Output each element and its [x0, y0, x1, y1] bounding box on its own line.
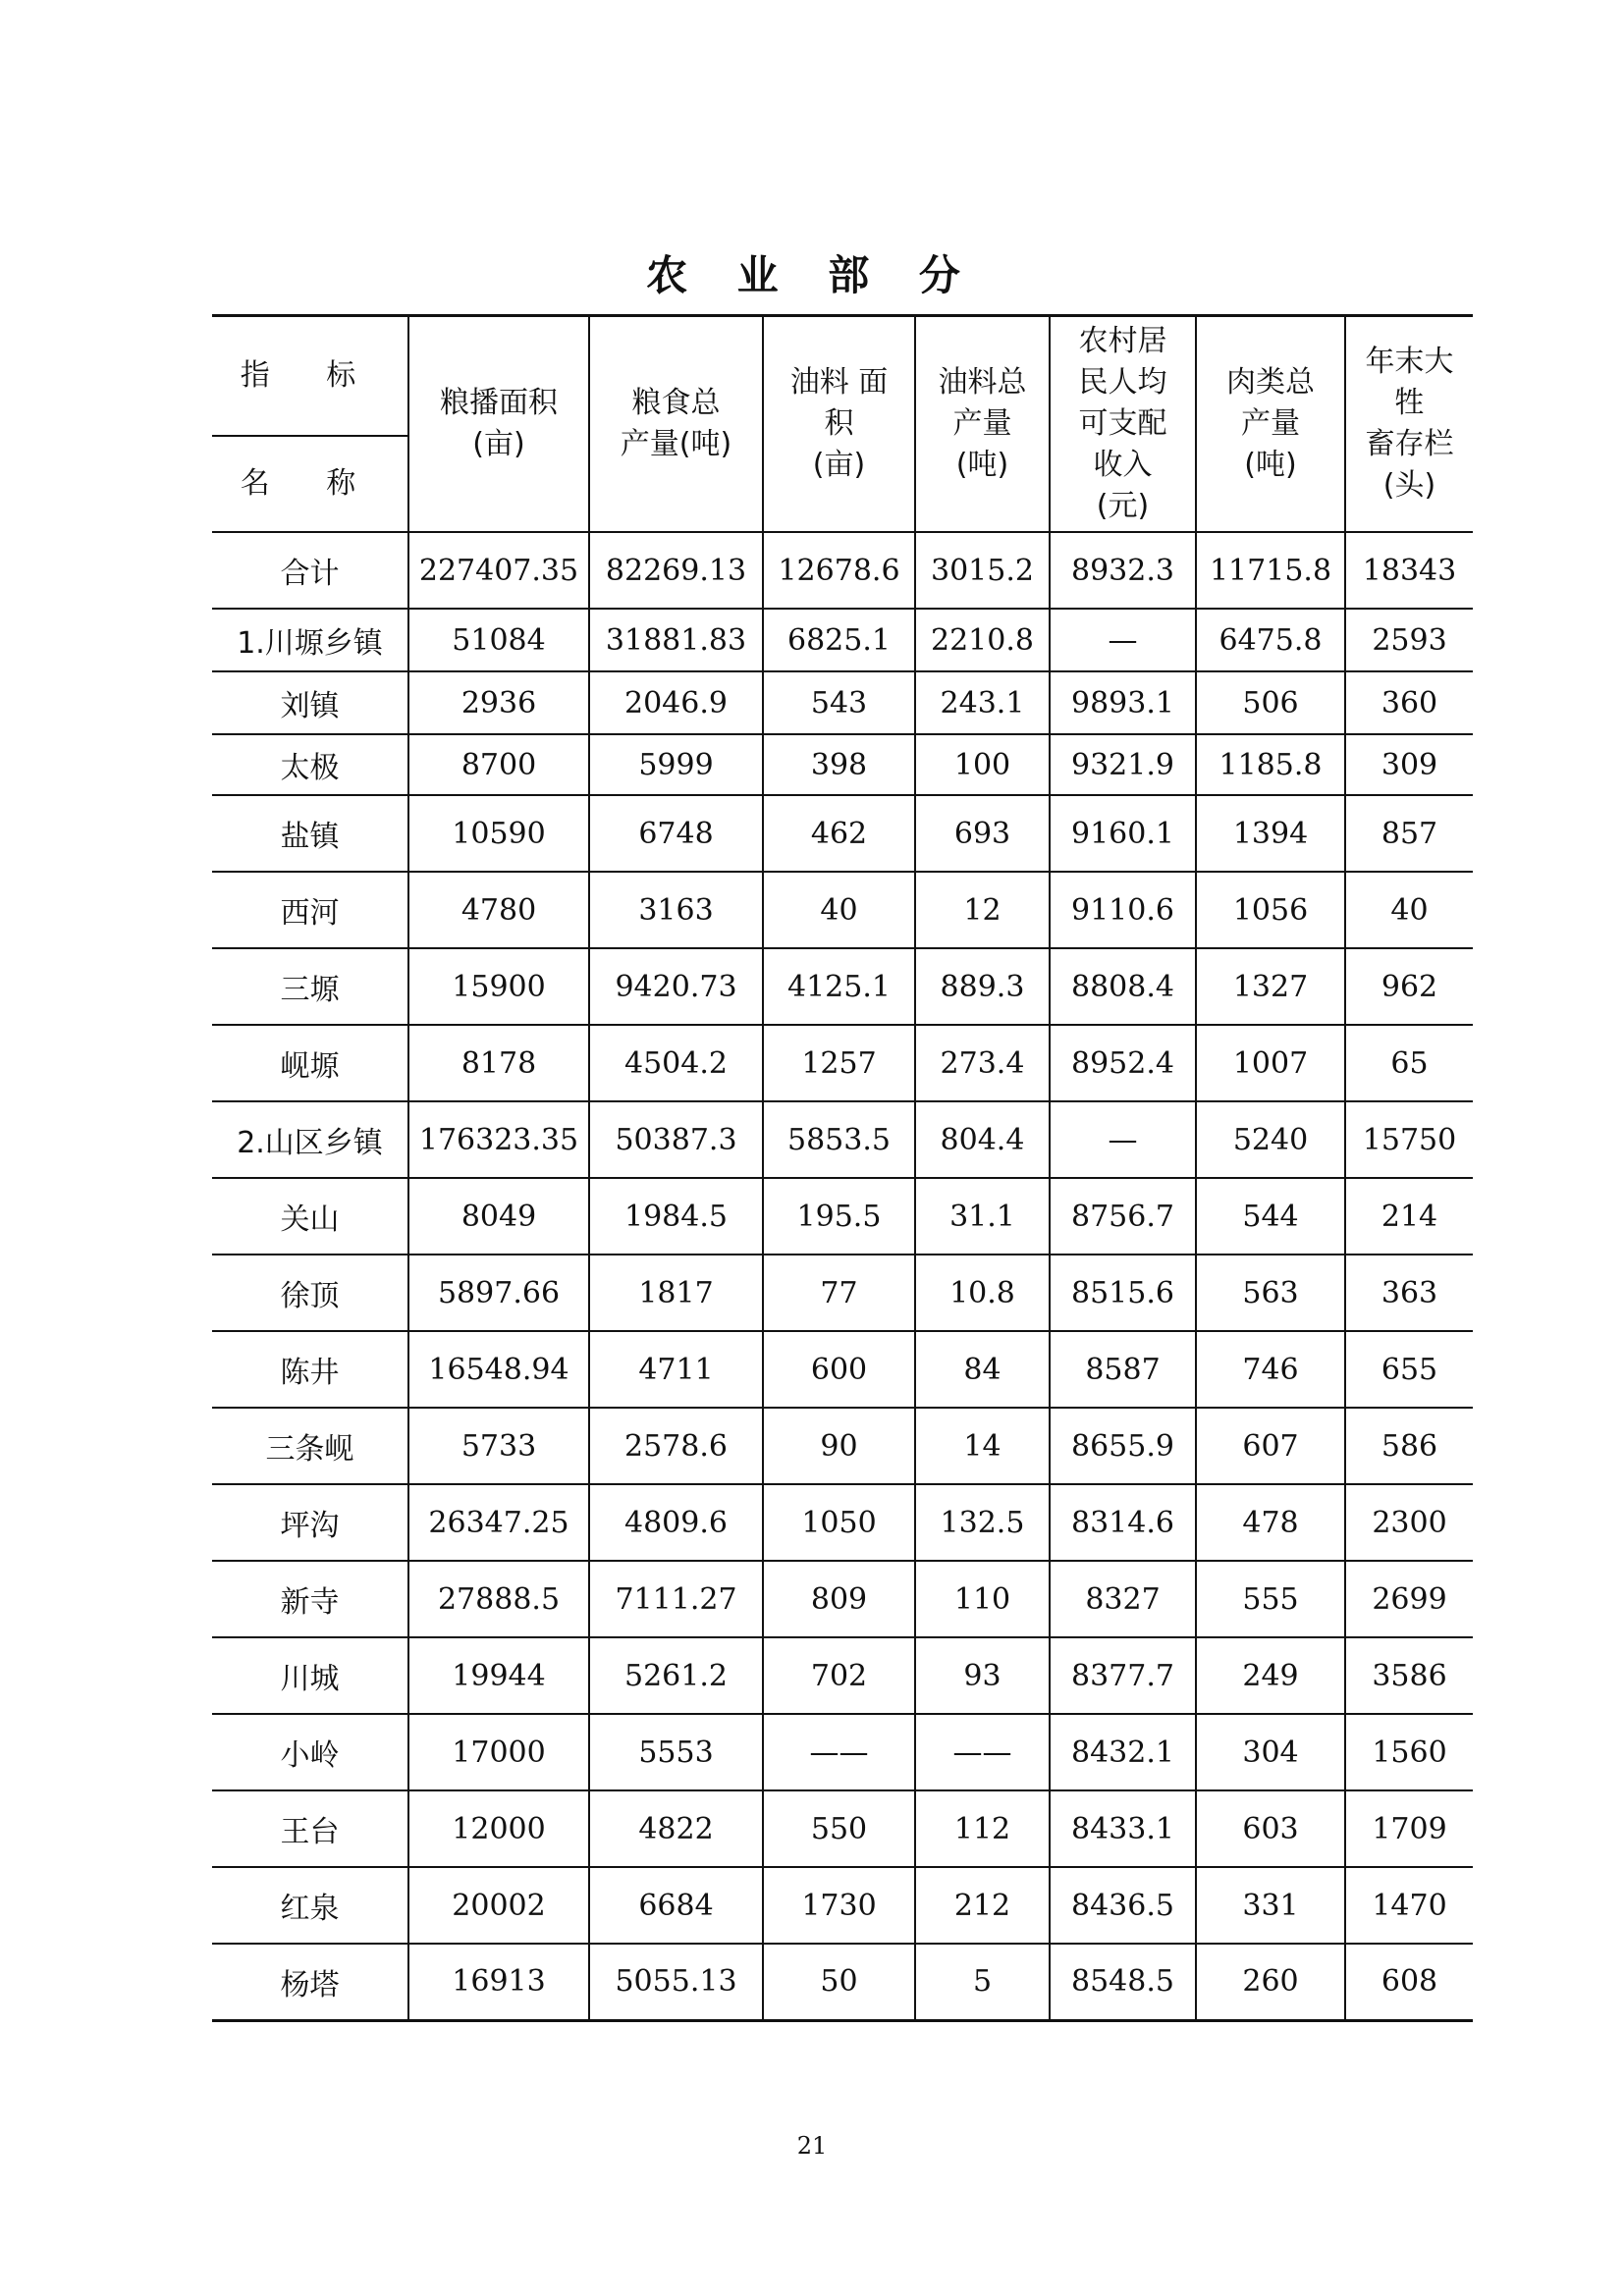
value-cell: 1185.8: [1196, 734, 1345, 795]
page-title: 农 业 部 分: [646, 251, 978, 299]
value-cell: 1257: [763, 1025, 915, 1101]
row-name-cell: 西河: [212, 872, 408, 948]
value-cell: 10.8: [915, 1255, 1050, 1331]
value-cell: 9893.1: [1050, 671, 1196, 734]
value-cell: 6748: [589, 795, 763, 872]
value-cell: 9160.1: [1050, 795, 1196, 872]
corner-header-cell: [212, 316, 408, 533]
value-cell: —: [1050, 609, 1196, 671]
value-cell: ——: [915, 1714, 1050, 1790]
agriculture-table: [212, 314, 1473, 2022]
value-cell: 2578.6: [589, 1408, 763, 1484]
table-row: [212, 1637, 1473, 1714]
value-cell: 309: [1345, 734, 1473, 795]
value-cell: 6825.1: [763, 609, 915, 671]
value-cell: 8700: [408, 734, 589, 795]
value-cell: —: [1050, 1101, 1196, 1178]
row-name-cell: 徐顶: [212, 1255, 408, 1331]
value-cell: 15900: [408, 948, 589, 1025]
row-name-cell: 2.山区乡镇: [212, 1101, 408, 1178]
row-name-cell: 坪沟: [212, 1484, 408, 1561]
value-cell: 506: [1196, 671, 1345, 734]
value-cell: 478: [1196, 1484, 1345, 1561]
value-cell: 4711: [589, 1331, 763, 1408]
table-row: [212, 1561, 1473, 1637]
row-name-cell: 小岭: [212, 1714, 408, 1790]
value-cell: 8808.4: [1050, 948, 1196, 1025]
value-cell: 9110.6: [1050, 872, 1196, 948]
value-cell: 2593: [1345, 609, 1473, 671]
value-cell: 5261.2: [589, 1637, 763, 1714]
table-row: [212, 734, 1473, 795]
value-cell: 14: [915, 1408, 1050, 1484]
value-cell: 249: [1196, 1637, 1345, 1714]
value-cell: 543: [763, 671, 915, 734]
value-cell: 214: [1345, 1178, 1473, 1255]
value-cell: 5: [915, 1944, 1050, 2020]
value-cell: 746: [1196, 1331, 1345, 1408]
value-cell: 544: [1196, 1178, 1345, 1255]
value-cell: 608: [1345, 1944, 1473, 2020]
value-cell: 7111.27: [589, 1561, 763, 1637]
value-cell: 2046.9: [589, 671, 763, 734]
value-cell: 273.4: [915, 1025, 1050, 1101]
value-cell: 363: [1345, 1255, 1473, 1331]
column-header-oil-output: 油料总 产量 (吨): [915, 316, 1050, 533]
value-cell: 15750: [1345, 1101, 1473, 1178]
column-header-livestock: 年末大 牲 畜存栏 (头): [1345, 316, 1473, 533]
table-row: [212, 1714, 1473, 1790]
value-cell: 12000: [408, 1790, 589, 1867]
table-row: [212, 1025, 1473, 1101]
value-cell: 195.5: [763, 1178, 915, 1255]
value-cell: 1327: [1196, 948, 1345, 1025]
value-cell: 8377.7: [1050, 1637, 1196, 1714]
value-cell: 857: [1345, 795, 1473, 872]
column-header-meat-output: 肉类总 产量 (吨): [1196, 316, 1345, 533]
value-cell: 804.4: [915, 1101, 1050, 1178]
value-cell: 360: [1345, 671, 1473, 734]
value-cell: 40: [763, 872, 915, 948]
value-cell: 5553: [589, 1714, 763, 1790]
row-name-cell: 杨塔: [212, 1944, 408, 2020]
value-cell: 212: [915, 1867, 1050, 1944]
column-header-oil-area: 油料 面 积 (亩): [763, 316, 915, 533]
value-cell: 110: [915, 1561, 1050, 1637]
value-cell: 1709: [1345, 1790, 1473, 1867]
value-cell: 8587: [1050, 1331, 1196, 1408]
value-cell: 555: [1196, 1561, 1345, 1637]
row-name-cell: 川城: [212, 1637, 408, 1714]
table-row: [212, 532, 1473, 609]
value-cell: 9321.9: [1050, 734, 1196, 795]
row-name-cell: 陈井: [212, 1331, 408, 1408]
row-name-cell: 1.川塬乡镇: [212, 609, 408, 671]
value-cell: 19944: [408, 1637, 589, 1714]
value-cell: 8178: [408, 1025, 589, 1101]
value-cell: 4125.1: [763, 948, 915, 1025]
value-cell: 260: [1196, 1944, 1345, 2020]
value-cell: 8314.6: [1050, 1484, 1196, 1561]
row-name-cell: 岘塬: [212, 1025, 408, 1101]
value-cell: 8548.5: [1050, 1944, 1196, 2020]
table-row: [212, 1408, 1473, 1484]
value-cell: 40: [1345, 872, 1473, 948]
page-number: 21: [796, 2132, 828, 2160]
value-cell: 304: [1196, 1714, 1345, 1790]
table-row: [212, 1790, 1473, 1867]
table-row: [212, 1255, 1473, 1331]
value-cell: 82269.13: [589, 532, 763, 609]
value-cell: 65: [1345, 1025, 1473, 1101]
value-cell: 4822: [589, 1790, 763, 1867]
value-cell: 93: [915, 1637, 1050, 1714]
value-cell: 1056: [1196, 872, 1345, 948]
value-cell: 603: [1196, 1790, 1345, 1867]
value-cell: 1817: [589, 1255, 763, 1331]
value-cell: 702: [763, 1637, 915, 1714]
table-row: [212, 671, 1473, 734]
value-cell: 8327: [1050, 1561, 1196, 1637]
value-cell: 5897.66: [408, 1255, 589, 1331]
value-cell: 112: [915, 1790, 1050, 1867]
table-row: [212, 1101, 1473, 1178]
value-cell: 2300: [1345, 1484, 1473, 1561]
value-cell: 18343: [1345, 532, 1473, 609]
value-cell: 563: [1196, 1255, 1345, 1331]
value-cell: 8952.4: [1050, 1025, 1196, 1101]
value-cell: 77: [763, 1255, 915, 1331]
value-cell: 51084: [408, 609, 589, 671]
value-cell: 5733: [408, 1408, 589, 1484]
value-cell: 1394: [1196, 795, 1345, 872]
value-cell: 4780: [408, 872, 589, 948]
table-body: [212, 532, 1473, 2020]
value-cell: 27888.5: [408, 1561, 589, 1637]
value-cell: ——: [763, 1714, 915, 1790]
value-cell: 8049: [408, 1178, 589, 1255]
value-cell: 398: [763, 734, 915, 795]
value-cell: 243.1: [915, 671, 1050, 734]
value-cell: 693: [915, 795, 1050, 872]
row-name-cell: 红泉: [212, 1867, 408, 1944]
value-cell: 50: [763, 1944, 915, 2020]
value-cell: 12: [915, 872, 1050, 948]
value-cell: 5999: [589, 734, 763, 795]
value-cell: 1984.5: [589, 1178, 763, 1255]
value-cell: 8432.1: [1050, 1714, 1196, 1790]
table-row: [212, 1331, 1473, 1408]
value-cell: 6475.8: [1196, 609, 1345, 671]
row-name-cell: 刘镇: [212, 671, 408, 734]
value-cell: 1730: [763, 1867, 915, 1944]
value-cell: 5853.5: [763, 1101, 915, 1178]
value-cell: 8515.6: [1050, 1255, 1196, 1331]
table-row: [212, 948, 1473, 1025]
value-cell: 50387.3: [589, 1101, 763, 1178]
value-cell: 16548.94: [408, 1331, 589, 1408]
value-cell: 962: [1345, 948, 1473, 1025]
table-row: [212, 872, 1473, 948]
table-row: [212, 795, 1473, 872]
value-cell: 10590: [408, 795, 589, 872]
row-name-cell: 合计: [212, 532, 408, 609]
value-cell: 26347.25: [408, 1484, 589, 1561]
value-cell: 4809.6: [589, 1484, 763, 1561]
value-cell: 550: [763, 1790, 915, 1867]
value-cell: 607: [1196, 1408, 1345, 1484]
value-cell: 11715.8: [1196, 532, 1345, 609]
value-cell: 1007: [1196, 1025, 1345, 1101]
value-cell: 1470: [1345, 1867, 1473, 1944]
value-cell: 1560: [1345, 1714, 1473, 1790]
value-cell: 100: [915, 734, 1050, 795]
column-header-rural-income: 农村居 民人均 可支配 收入 (元): [1050, 316, 1196, 533]
value-cell: 2210.8: [915, 609, 1050, 671]
value-cell: 3015.2: [915, 532, 1050, 609]
value-cell: 462: [763, 795, 915, 872]
table-row: [212, 1178, 1473, 1255]
row-name-cell: 三条岘: [212, 1408, 408, 1484]
value-cell: 600: [763, 1331, 915, 1408]
value-cell: 90: [763, 1408, 915, 1484]
value-cell: 17000: [408, 1714, 589, 1790]
value-cell: 331: [1196, 1867, 1345, 1944]
column-header-grain-output: 粮食总 产量(吨): [589, 316, 763, 533]
value-cell: 1050: [763, 1484, 915, 1561]
value-cell: 8756.7: [1050, 1178, 1196, 1255]
value-cell: 8433.1: [1050, 1790, 1196, 1867]
row-name-cell: 新寺: [212, 1561, 408, 1637]
value-cell: 16913: [408, 1944, 589, 2020]
value-cell: 12678.6: [763, 532, 915, 609]
value-cell: 20002: [408, 1867, 589, 1944]
table-row: [212, 609, 1473, 671]
value-cell: 9420.73: [589, 948, 763, 1025]
value-cell: 2699: [1345, 1561, 1473, 1637]
corner-label-name: 名 称: [240, 466, 380, 501]
value-cell: 84: [915, 1331, 1050, 1408]
row-name-cell: 盐镇: [212, 795, 408, 872]
value-cell: 655: [1345, 1331, 1473, 1408]
value-cell: 132.5: [915, 1484, 1050, 1561]
value-cell: 6684: [589, 1867, 763, 1944]
value-cell: 2936: [408, 671, 589, 734]
value-cell: 809: [763, 1561, 915, 1637]
value-cell: 3163: [589, 872, 763, 948]
value-cell: 3586: [1345, 1637, 1473, 1714]
row-name-cell: 三塬: [212, 948, 408, 1025]
column-header-grain-area: 粮播面积 (亩): [408, 316, 589, 533]
value-cell: 31881.83: [589, 609, 763, 671]
table-row: [212, 1484, 1473, 1561]
header-row: [212, 316, 1473, 533]
value-cell: 5055.13: [589, 1944, 763, 2020]
value-cell: 227407.35: [408, 532, 589, 609]
corner-label-indicator: 指 标: [212, 317, 407, 437]
row-name-cell: 关山: [212, 1178, 408, 1255]
table-row: [212, 1867, 1473, 1944]
value-cell: 889.3: [915, 948, 1050, 1025]
value-cell: 586: [1345, 1408, 1473, 1484]
value-cell: 4504.2: [589, 1025, 763, 1101]
row-name-cell: 太极: [212, 734, 408, 795]
table-row: [212, 1944, 1473, 2020]
value-cell: 176323.35: [408, 1101, 589, 1178]
value-cell: 8655.9: [1050, 1408, 1196, 1484]
value-cell: 8932.3: [1050, 532, 1196, 609]
value-cell: 5240: [1196, 1101, 1345, 1178]
row-name-cell: 王台: [212, 1790, 408, 1867]
value-cell: 8436.5: [1050, 1867, 1196, 1944]
value-cell: 31.1: [915, 1178, 1050, 1255]
